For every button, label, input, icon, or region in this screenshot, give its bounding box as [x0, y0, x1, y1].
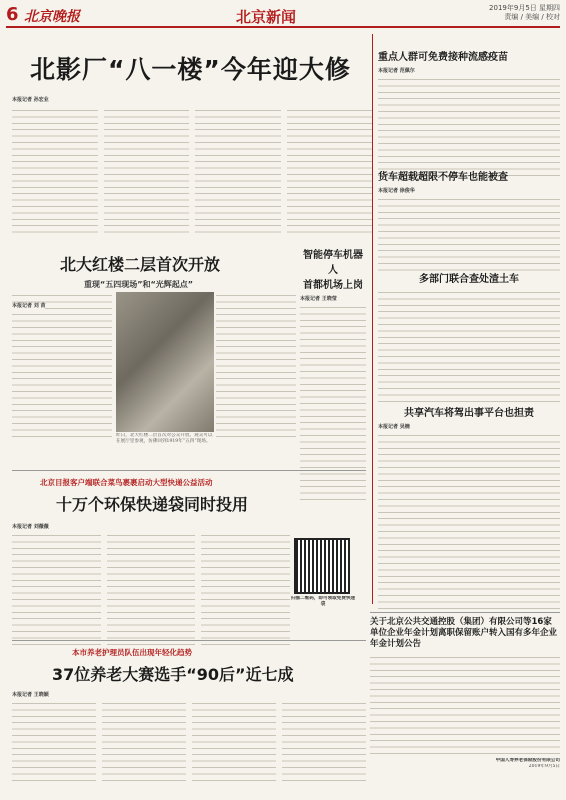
- elders-section: [12, 640, 366, 782]
- text-column: [104, 107, 190, 233]
- pku-text: [12, 292, 112, 442]
- date-line: 2019年9月5日 星期四: [489, 4, 560, 12]
- masthead: [6, 4, 560, 28]
- robot-byline: 本报记者 王晓莹: [300, 296, 337, 302]
- carshare-byline: 本报记者 吴楠: [378, 424, 410, 430]
- lead-article: [12, 96, 372, 236]
- notice-body: [370, 654, 560, 754]
- pku-subhead: 重现“五四现场”和“光辉起点”: [84, 280, 194, 289]
- text-column: [192, 700, 276, 782]
- notice-signature: 中国人寿养老保险股份有限公司: [495, 758, 560, 763]
- flu-byline: 本报记者 范佩尔: [378, 68, 415, 74]
- truck-byline: 本报记者 徐俊华: [378, 188, 415, 194]
- newspaper-brand: 北京晚报: [24, 9, 80, 25]
- text-column: [195, 107, 281, 233]
- section-title: 北京新闻: [236, 8, 297, 26]
- robot-headline: 智能停车机器人 首都机场上岗: [303, 250, 363, 291]
- bags-headline: 十万个环保快递袋同时投用: [56, 495, 249, 514]
- text-column: [287, 107, 373, 233]
- flu-headline: 重点人群可免费接种流感疫苗: [378, 52, 508, 63]
- waste-headline: 多部门联合查处渣土车: [419, 274, 519, 285]
- bags-kicker: 北京目报客户端联合菜鸟裹裹启动大型快递公益活动: [40, 478, 213, 487]
- qr-code[interactable]: [296, 540, 348, 592]
- column-divider: [372, 34, 373, 604]
- text-column: [12, 700, 96, 782]
- text-column: [107, 532, 196, 650]
- waste-article: [378, 270, 560, 407]
- elders-byline: 本报记者 王晓颖: [12, 692, 49, 698]
- text-column: [378, 76, 560, 176]
- pku-text: [216, 292, 296, 442]
- text-column: [102, 700, 186, 782]
- text-column: [12, 107, 98, 233]
- text-column: [378, 289, 560, 407]
- lead-byline: 本报记者 孙宏业: [12, 97, 49, 103]
- date-block: [489, 4, 560, 22]
- text-column: [378, 432, 560, 612]
- pku-photo: [116, 292, 214, 432]
- page-number: 6: [6, 4, 19, 25]
- text-column: [378, 196, 560, 274]
- robot-article: [300, 246, 366, 504]
- bags-byline: 本报记者 刘薇薇: [12, 524, 49, 530]
- editor-line: 责编 / 美编 / 校对: [504, 13, 560, 21]
- pku-caption: 昨日，北大红楼二层首次对公众开放。观众可以在展厅里参观，仿佛回到1919年“五四”现场。: [116, 433, 213, 445]
- text-column: [201, 532, 290, 650]
- pku-header: [60, 252, 220, 290]
- text-column: [282, 700, 366, 782]
- elders-headline: 37位养老大赛选手“90后”近七成: [52, 665, 294, 684]
- truck-headline: 货车超载超限不停车也能被查: [378, 172, 508, 183]
- flu-article: [378, 48, 560, 176]
- carshare-article: [378, 404, 560, 612]
- qr-caption: 扫描二维码，即可领取免费快递袋: [290, 596, 356, 608]
- pku-headline: 北大红楼二层首次开放: [60, 255, 221, 274]
- truck-article: [378, 168, 560, 274]
- pension-notice: [370, 612, 560, 800]
- pku-byline: 本报记者 刘 苗: [12, 303, 46, 309]
- elders-kicker: 本市养老护理员队伍出现年轻化趋势: [72, 648, 192, 657]
- text-column: [12, 532, 101, 650]
- notice-date: 2019年9月5日: [528, 764, 560, 770]
- notice-title: 关于北京公共交通控股（集团）有限公司等16家单位企业年金计划离职保留账户转入国有多年企业年金计划公告: [370, 612, 560, 650]
- carshare-headline: 共享汽车将驾出事平台也担责: [404, 408, 534, 419]
- lead-headline: 北影厂“八一楼”今年迎大修: [30, 55, 351, 84]
